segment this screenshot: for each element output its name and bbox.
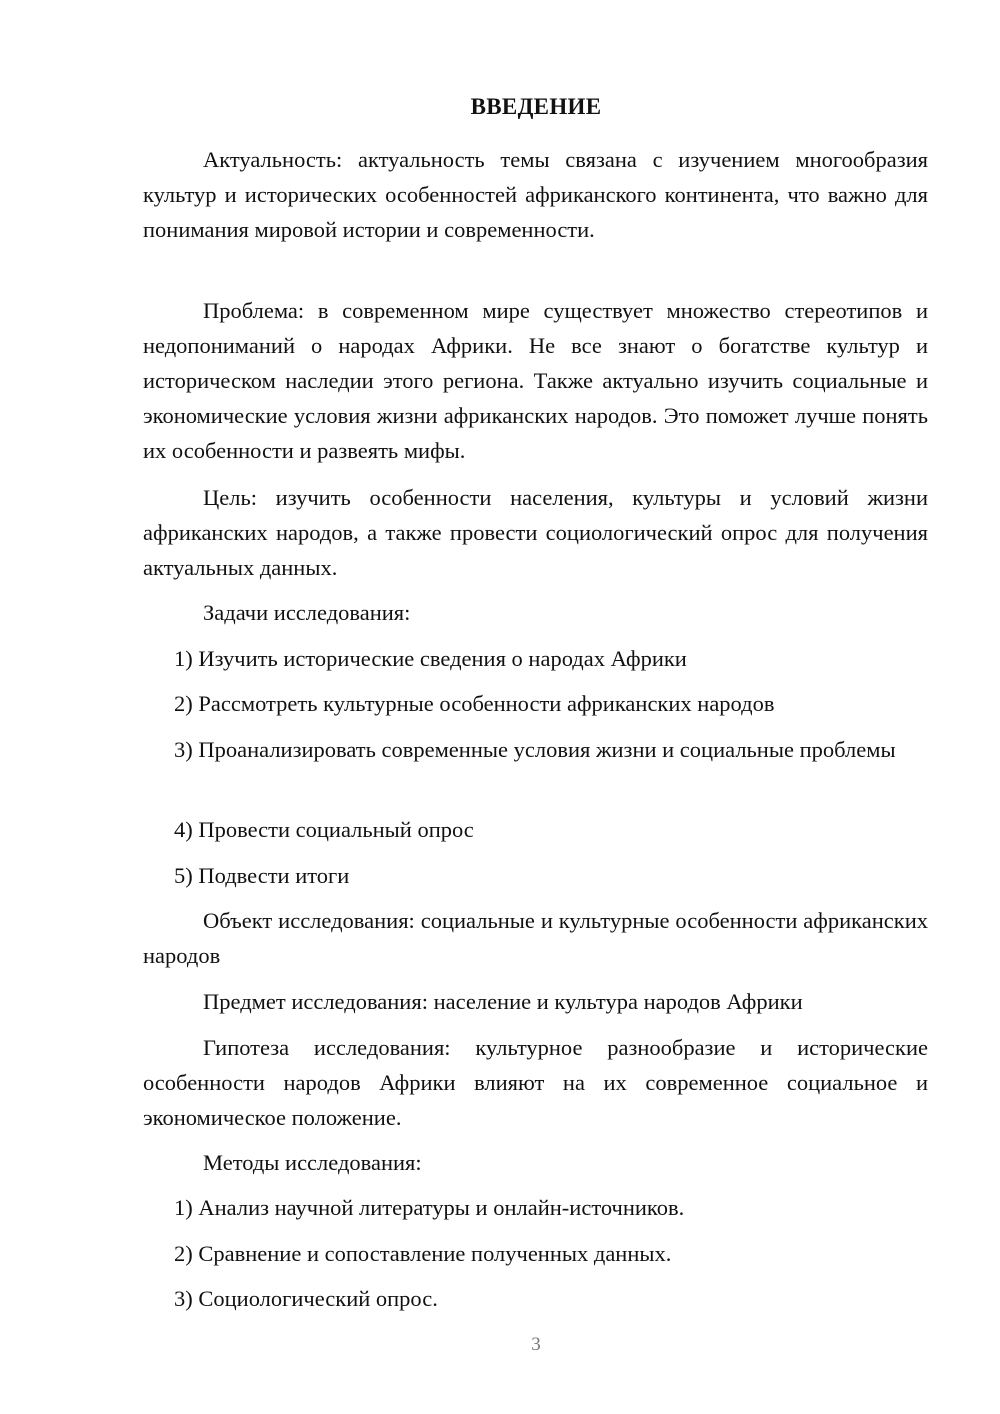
method-item-3: 3) Социологический опрос. <box>174 1286 438 1311</box>
task-item-2: 2) Рассмотреть культурные особенности африканских народов <box>174 691 775 716</box>
paragraph-object: Объект исследования: социальные и культурные особенности африканских народов <box>143 908 928 968</box>
paragraph-hypothesis: Гипотеза исследования: культурное разнообразие и исторические особенности народов Африки влияют на их современное социальное и экономическое положение. <box>143 1035 928 1130</box>
section-title: ВВЕДЕНИЕ <box>470 94 602 119</box>
paragraph-relevance: Актуальность: актуальность темы связана с изучением многообразия культур и исторических особенностей африканского континента, что важно для понимания мировой истории и современности. <box>143 147 928 242</box>
method-item-1: 1) Анализ научной литературы и онлайн-источников. <box>174 1195 685 1220</box>
paragraph-goal: Цель: изучить особенности населения, культуры и условий жизни африканских народов, а также провести социологический опрос для получения актуальных данных. <box>143 485 928 580</box>
paragraph-subject: Предмет исследования: население и культура народов Африки <box>203 989 803 1014</box>
task-item-5: 5) Подвести итоги <box>174 863 350 888</box>
method-item-2: 2) Сравнение и сопоставление полученных данных. <box>174 1241 672 1266</box>
tasks-heading: Задачи исследования: <box>203 600 411 625</box>
task-item-3: 3) Проанализировать современные условия жизни и социальные проблемы <box>174 737 896 762</box>
task-item-4: 4) Провести социальный опрос <box>174 817 474 842</box>
paragraph-problem: Проблема: в современном мире существует множество стереотипов и недопониманий о народах Африки. Не все знают о богатстве культур и историческом наследии этого региона. Также актуально изучить социальные и экономические условия жизни африканских народов. Это поможет лучше понять их особенности и развеять мифы. <box>143 298 928 463</box>
page-number: 3 <box>531 1334 541 1355</box>
task-item-1: 1) Изучить исторические сведения о народах Африки <box>174 646 687 671</box>
methods-heading: Методы исследования: <box>203 1150 422 1175</box>
